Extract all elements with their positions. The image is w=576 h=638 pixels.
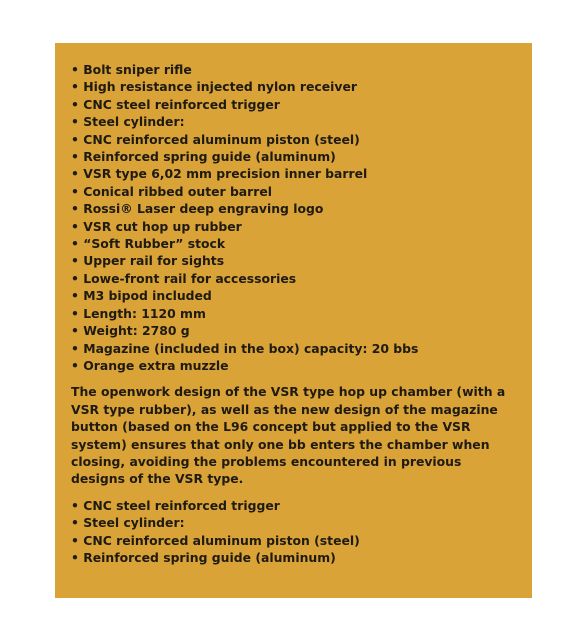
feature-item: • Upper rail for sights — [71, 253, 225, 269]
feature-item: • VSR cut hop up rubber — [71, 218, 242, 234]
feature-item: • “Soft Rubber” stock — [71, 236, 226, 252]
feature-item: • M3 bipod included — [71, 288, 212, 304]
feature-item: • High resistance injected nylon receiver — [71, 79, 358, 95]
feature-item: • Steel cylinder: — [71, 114, 185, 130]
feature-item: • Reinforced spring guide (aluminum) — [71, 149, 336, 165]
highlight-item: • Steel cylinder: — [71, 515, 185, 531]
description-paragraph: The openwork design of the VSR type hop up chamber (with a VSR type rubber), as well as the new design of the magazine button (based on the L96 concept but applied to the VSR system) ensures that only one bb enters the chamber when closing, avoiding the problems encountered in previous designs of the VSR type. — [71, 384, 506, 487]
highlight-item: • CNC reinforced aluminum piston (steel) — [71, 532, 360, 548]
feature-item: • Conical ribbed outer barrel — [71, 183, 273, 199]
feature-item: • Length: 1120 mm — [71, 305, 206, 321]
highlight-item: • CNC steel reinforced trigger — [71, 497, 280, 513]
feature-item: • Orange extra muzzle — [71, 357, 229, 373]
highlight-list — [71, 497, 518, 567]
feature-item: • CNC reinforced aluminum piston (steel) — [71, 131, 360, 147]
feature-item: • Lowe-front rail for accessories — [71, 270, 297, 286]
feature-item: • VSR type 6,02 mm precision inner barrel — [71, 166, 368, 182]
feature-item: • CNC steel reinforced trigger — [71, 96, 280, 112]
feature-item: • Bolt sniper rifle — [71, 62, 192, 77]
feature-item: • Magazine (included in the box) capacity: 20 bbs — [71, 340, 419, 356]
product-spec-panel — [55, 43, 532, 598]
feature-item: • Weight: 2780 g — [71, 323, 190, 339]
highlight-item: • Reinforced spring guide (aluminum) — [71, 549, 336, 565]
feature-list — [71, 61, 518, 374]
feature-item: • Rossi® Laser deep engraving logo — [71, 201, 324, 217]
